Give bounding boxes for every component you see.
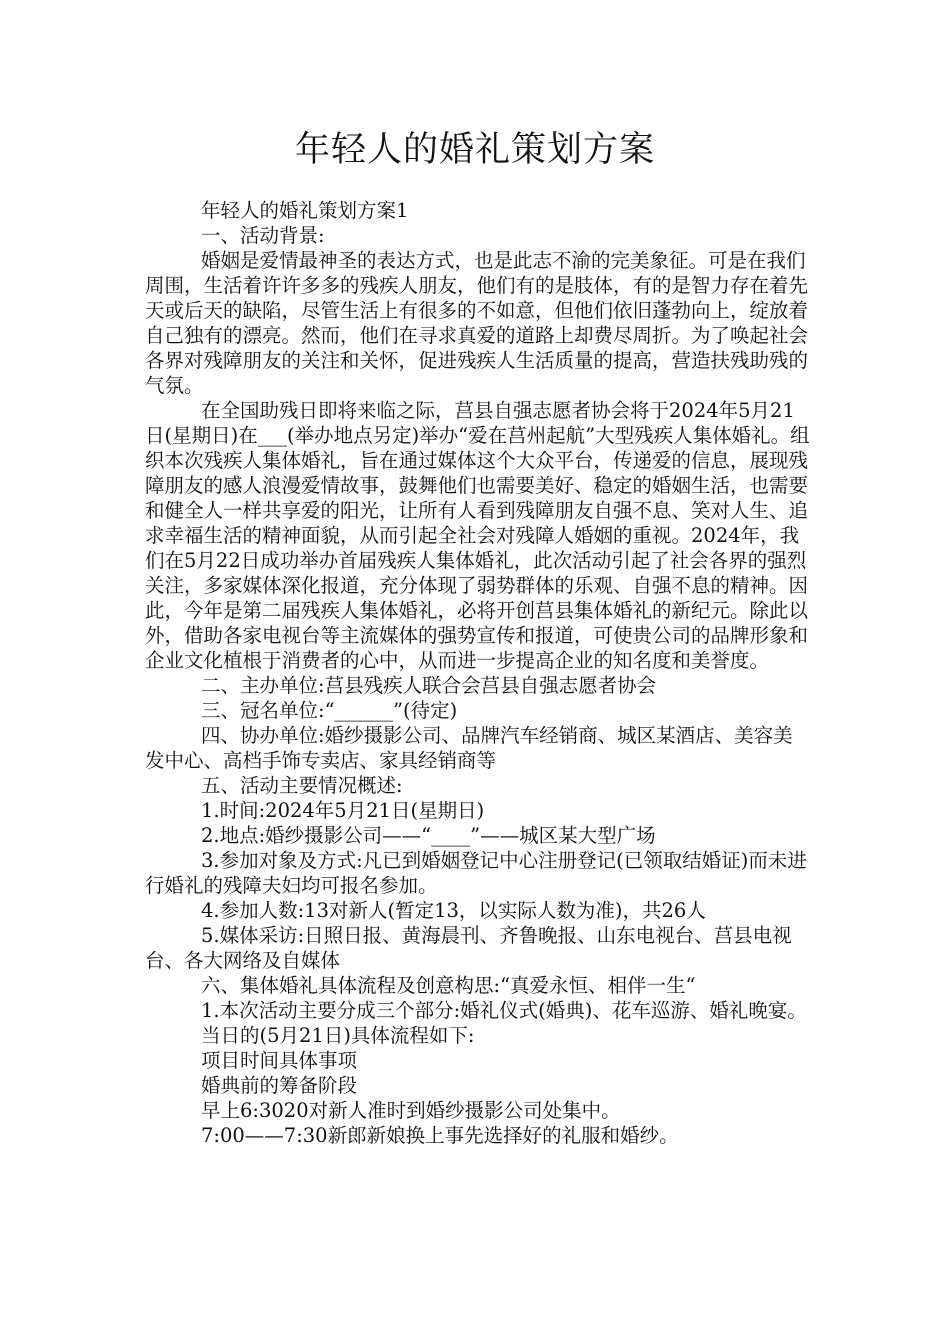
schedule-item: 7:00——7:30新郎新娘换上事先选择好的礼服和婚纱。: [201, 1124, 679, 1147]
document-subtitle: 年轻人的婚礼策划方案1: [201, 199, 409, 222]
list-item-participants: 3.参加对象及方式:凡已到婚姻登记中心注册登记(已领取结婚证)而未进行婚礼的残障夫妇均可报名参加。: [145, 849, 807, 897]
list-item-location: 2.地点:婚纱摄影公司——“____”——城区某大型广场: [201, 824, 656, 847]
paragraph-title-sponsor: 三、冠名单位:“______”(待定): [201, 699, 458, 722]
paragraph-organizer: 二、主办单位:莒县残疾人联合会莒县自强志愿者协会: [201, 674, 657, 697]
section-heading-overview: 五、活动主要情况概述:: [201, 774, 403, 797]
schedule-header: 项目时间具体事项: [201, 1049, 358, 1072]
paragraph-event-intro: 在全国助残日即将来临之际，莒县自强志愿者协会将于2024年5月21日(星期日)在___(举办地点另定)举办“爱在莒州起航”大型残疾人集体婚礼。组织本次残疾人集体婚礼，旨在通过媒体这个大众平台，传递爱的信息，展现残障朋友的感人浪漫爱情故事，鼓舞他们也需要美好、稳定的婚姻生活，也需要和健全人一样共享爱的阳光，让所有人看到残障朋友自强不息、笑对人生、追求幸福生活的精神面貌，从而引起全社会对残障人婚姻的重视。2024年，我们在5月22日成功举办首届残疾人集体婚礼，此次活动引起了社会各界的强烈关注，多家媒体深化报道，充分体现了弱势群体的乐观、自强不息的精神。因此，今年是第二届残疾人集体婚礼，必将开创莒县集体婚礼的新纪元。除此以外，借助各家电视台等主流媒体的强势宣传和报道，可使贵公司的品牌形象和企业文化植根于消费者的心中，从而进一步提高企业的知名度和美誉度。: [145, 399, 810, 672]
paragraph-background: 婚姻是爱情最神圣的表达方式，也是此志不渝的完美象征。可是在我们周围，生活着许许多多的残疾人朋友，他们有的是肢体，有的是智力存在着先天或后天的缺陷，尽管生活上有很多的不如意，但他们依旧蓬勃向上，绽放着自己独有的漂亮。然而，他们在寻求真爱的道路上却费尽周折。为了唤起社会各界对残障朋友的关注和关怀，促进残疾人生活质量的提高，营造扶残助残的气氛。: [145, 249, 809, 397]
list-item-parts: 1.本次活动主要分成三个部分:婚礼仪式(婚典)、花车巡游、婚礼晚宴。: [201, 999, 807, 1022]
schedule-item: 早上6:3020对新人准时到婚纱摄影公司处集中。: [201, 1099, 621, 1122]
schedule-phase: 婚典前的筹备阶段: [201, 1074, 358, 1097]
list-item-media: 5.媒体采访:日照日报、黄海晨刊、齐鲁晚报、山东电视台、莒县电视台、各大网络及自媒体: [145, 924, 792, 972]
section-heading-process: 六、集体婚礼具体流程及创意构思:“真爱永恒、相伴一生“: [201, 974, 696, 997]
document-title: 年轻人的婚礼策划方案: [294, 130, 655, 170]
section-heading-background: 一、活动背景:: [201, 224, 325, 247]
document-body: [145, 198, 810, 1148]
paragraph-co-organizers: 四、协办单位:婚纱摄影公司、品牌汽车经销商、城区某酒店、美容美发中心、高档手饰专卖店、家具经销商等: [145, 724, 793, 772]
list-item-count: 4.参加人数:13对新人(暂定13，以实际人数为准)，共26人: [201, 899, 706, 922]
paragraph-schedule-intro: 当日的(5月21日)具体流程如下:: [201, 1024, 475, 1047]
list-item-time: 1.时间:2024年5月21日(星期日): [201, 799, 485, 822]
